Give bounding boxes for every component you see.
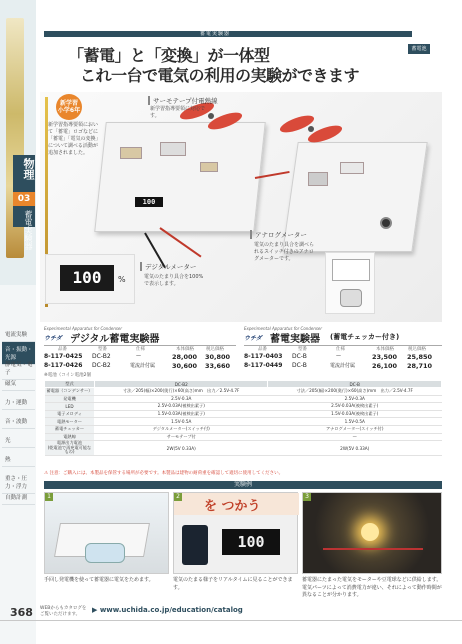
- red-wire: [323, 548, 423, 550]
- product2-r1-spec: —: [336, 353, 341, 359]
- sidebar-item[interactable]: 静電気・電子: [2, 357, 35, 380]
- product2-r1-price: 23,500: [372, 353, 398, 361]
- footer-note: [40, 606, 86, 618]
- spec-row: [45, 395, 442, 403]
- spec-cell: 1.5V-0.5A: [268, 418, 442, 426]
- product2-h-tax: 税込価格: [408, 347, 426, 352]
- sidebar-item[interactable]: 光: [2, 433, 35, 448]
- push-switch: [340, 289, 362, 307]
- digital-board: [94, 122, 266, 232]
- example-number: 3: [303, 493, 311, 501]
- product1-r2-model: DC-B2: [92, 362, 111, 369]
- lcd-display: 100: [60, 265, 114, 291]
- product2-r2-model: DC-B: [292, 362, 307, 369]
- callout-thermo-text: 新学習指導要領に対応です。: [150, 106, 206, 119]
- example-photo-2: [173, 492, 298, 574]
- grade-badge: [56, 94, 82, 120]
- badge-line2: 小学6年: [57, 107, 81, 114]
- callout-analog-title: アナログメーター: [250, 230, 307, 239]
- spec-cell: 1.5V-0.5A: [94, 418, 268, 426]
- spec-cell: アナログメーター(スイッチ付): [268, 425, 442, 433]
- category-sub: 蓄電実験器: [24, 210, 33, 250]
- spec-label: 発電機: [45, 395, 95, 403]
- spec-table: [44, 380, 442, 456]
- sidebar-item[interactable]: 磁気: [2, 376, 35, 391]
- product1-h-code: 品番: [58, 347, 67, 352]
- product2-h-model: 型番: [298, 347, 307, 352]
- footer-rule: [0, 620, 462, 621]
- product2-h-price: 本体価格: [376, 347, 394, 352]
- example-lcd: 100: [222, 529, 280, 555]
- spec-cell: 2.5V-0.3A: [268, 395, 442, 403]
- spec-label: LED: [45, 403, 95, 411]
- spec-header: DC-B2: [94, 381, 268, 388]
- board-component: [120, 147, 142, 159]
- product1-r2-price: 30,600: [172, 362, 198, 370]
- spec-cell: 2.5V-0.03A(被検出素子): [268, 403, 442, 411]
- light-bulb-icon: [361, 523, 379, 541]
- product2-title-sub: (蓄電チェッカー付き): [330, 333, 400, 341]
- catalog-link[interactable]: ▶ www.uchida.co.jp/education/catalog: [92, 606, 243, 614]
- spec-row: [45, 418, 442, 426]
- spec-cell: 2.5V-0.03A(被検出素子): [94, 403, 268, 411]
- product2-brand: ウチダ: [244, 335, 262, 342]
- product1-h-spec: 仕様: [136, 347, 145, 352]
- knob: [380, 217, 392, 229]
- lcd-closeup: [45, 254, 135, 304]
- product2-r1-model: DC-B: [292, 353, 307, 360]
- spec-cell: 2.5V-0.3A: [94, 395, 268, 403]
- product1-r2-code: 8-117-0426: [44, 362, 83, 369]
- callout-analog-text: 電気のたまり具合を調べられるスイッチ付きのアナログメーターです。: [254, 242, 315, 262]
- spec-row: [45, 425, 442, 433]
- spec-header: DC-B: [268, 381, 442, 388]
- spec-label: 電熱線: [45, 433, 95, 441]
- spec-cell: 寸法／205(幅)×200(奥行)×60(高さ)mm 出力／2.5V-4.7F: [94, 388, 268, 396]
- spec-row: [45, 441, 442, 456]
- spec-row: [45, 388, 442, 396]
- board-component: [308, 172, 328, 186]
- fan-icon: [275, 110, 345, 150]
- sidebar-item-active[interactable]: 音・振動・光源: [2, 342, 35, 365]
- headline-line1: 「蓄電」と「変換」が一体型: [68, 46, 270, 65]
- product1-h-tax: 税込価格: [206, 347, 224, 352]
- sidebar-item[interactable]: 力・運動: [2, 395, 35, 410]
- spec-header: 型式: [45, 381, 95, 388]
- lcd-unit: %: [118, 275, 126, 284]
- product1-r1-spec: —: [136, 353, 141, 359]
- board-lcd: 100: [135, 197, 163, 207]
- category-label: 物理: [22, 158, 35, 180]
- example-photo-3: [302, 492, 442, 574]
- badge-note: 新学習指導要領において「蓄電」ロゴなどに「蓄電」「電気の変換」について調べる活動が追加されました。: [48, 122, 99, 156]
- spec-cell: デジタルメーター(スイッチ付): [94, 425, 268, 433]
- product2-en: Experimental Apparatus for Condenser: [244, 326, 323, 331]
- product1-title: デジタル蓄電実験器: [70, 334, 160, 345]
- callout-digital-title: デジタルメーター: [140, 262, 196, 271]
- warning-note: ⚠ 注意：ご購入には、本製品を保管する場所が必要です。本製品は建物の耐荷重を確認して適切に使用してください。: [44, 471, 284, 476]
- product1-r1-tax: 30,800: [205, 353, 231, 361]
- sidebar-item[interactable]: 電流実験: [2, 327, 35, 342]
- spec-label: 電子メロディ: [45, 410, 95, 418]
- sidebar-item[interactable]: 重さ・圧力・浮力: [2, 471, 35, 494]
- product-photo: [40, 92, 442, 322]
- product1-r1-model: DC-B2: [92, 353, 111, 360]
- spec-cell: 1.5V-0.03A(被検出素子): [94, 410, 268, 418]
- sidebar-item[interactable]: 音・波動: [2, 414, 35, 429]
- spec-cell: 寸法／205(幅)×200(奥行)×60(高さ)mm 出力／2.5V-4.7F: [268, 388, 442, 396]
- spec-row: [45, 433, 442, 441]
- product1-r2-spec: 電流計付属: [130, 363, 156, 369]
- board-component: [340, 162, 364, 174]
- product1-footnote: ※電池（コイン電池2個: [44, 373, 91, 378]
- example-caption: 蓄電器にたまった電気をモーターや豆電球などに供給します。電気パーツによって消費電力が違い、それによって動作時間が異なることが分かります。: [302, 577, 442, 598]
- product1-h-price: 本体価格: [176, 347, 194, 352]
- example-number: 1: [45, 493, 53, 501]
- example-photo-1: [44, 492, 169, 574]
- spec-cell: 2W(5V 0.33A): [94, 441, 268, 456]
- footer-note-line1: WEBからもカタログを: [40, 606, 87, 611]
- headline-line2: これ一台で電気の利用の実験ができます: [80, 66, 360, 85]
- spec-header-row: [45, 381, 442, 388]
- spec-cell: サーモテープ付: [94, 433, 268, 441]
- product2-r2-spec: 電流計付属: [330, 363, 356, 369]
- page-number: 368: [10, 606, 33, 619]
- spec-label: 電熱モーター: [45, 418, 95, 426]
- product1-en: Experimental Apparatus for Condenser: [44, 326, 123, 331]
- product1-brand: ウチダ: [44, 335, 62, 342]
- sidebar-item[interactable]: 自動計測: [2, 490, 35, 505]
- hand-crank-generator: [85, 543, 125, 563]
- analog-closeup: [325, 252, 375, 314]
- spec-row: [45, 410, 442, 418]
- product2-title: 蓄電実験器: [270, 334, 320, 345]
- sidebar-item[interactable]: 熱: [2, 452, 35, 467]
- spec-row: [45, 403, 442, 411]
- spec-cell: 2W(5V 0.33A): [268, 441, 442, 456]
- footer-note-line2: ご覧いただけます。: [40, 612, 81, 617]
- product2-r2-code: 8-117-0449: [244, 362, 283, 369]
- callout-thermo-title: サーモテープ付電熱線: [148, 96, 218, 105]
- section-band-label: 蓄電実験器: [200, 31, 231, 37]
- product1-h-model: 型番: [98, 347, 107, 352]
- product2-r2-price: 26,100: [372, 362, 398, 370]
- spec-label: 電源出力電池 (乾電池で再充電可能なもの): [45, 441, 95, 456]
- section-tag: 蓄電池: [408, 44, 430, 54]
- badge-line1: 新学習: [59, 100, 78, 107]
- category-number: 03: [13, 192, 35, 206]
- spec-label: 蓄電器（コンデンサー）: [46, 388, 93, 394]
- product2-h-spec: 仕様: [336, 347, 345, 352]
- product2-r1-code: 8-117-0403: [244, 353, 283, 360]
- product2-h-code: 品番: [258, 347, 267, 352]
- examples-label: 実験例: [233, 481, 252, 488]
- spec-cell: 1.5V-0.03A(被検出素子): [268, 410, 442, 418]
- product2-r1-tax: 25,850: [407, 353, 433, 361]
- spec-cell: —: [268, 433, 442, 441]
- callout-digital-text: 電気のたまり具合を100%で表示します。: [144, 274, 204, 287]
- product2-r2-tax: 28,710: [407, 362, 433, 370]
- board-component: [160, 142, 186, 156]
- analog-meter: [332, 259, 370, 281]
- classroom-sign-text: を つかう: [204, 499, 261, 514]
- product1-r2-tax: 33,660: [205, 362, 231, 370]
- product1-r1-price: 28,000: [172, 353, 198, 361]
- board-component: [200, 162, 218, 172]
- spec-label: 蓄電チェッカー: [45, 425, 95, 433]
- example-caption: 電気のたまる様子をリアルタイムに見ることができます。: [173, 577, 293, 591]
- capacitor: [182, 525, 208, 565]
- example-caption: 手回し発電機を使って蓄電器に電気をためます。: [44, 577, 154, 583]
- example-number: 2: [174, 493, 182, 501]
- product1-r1-code: 8-117-0425: [44, 353, 83, 360]
